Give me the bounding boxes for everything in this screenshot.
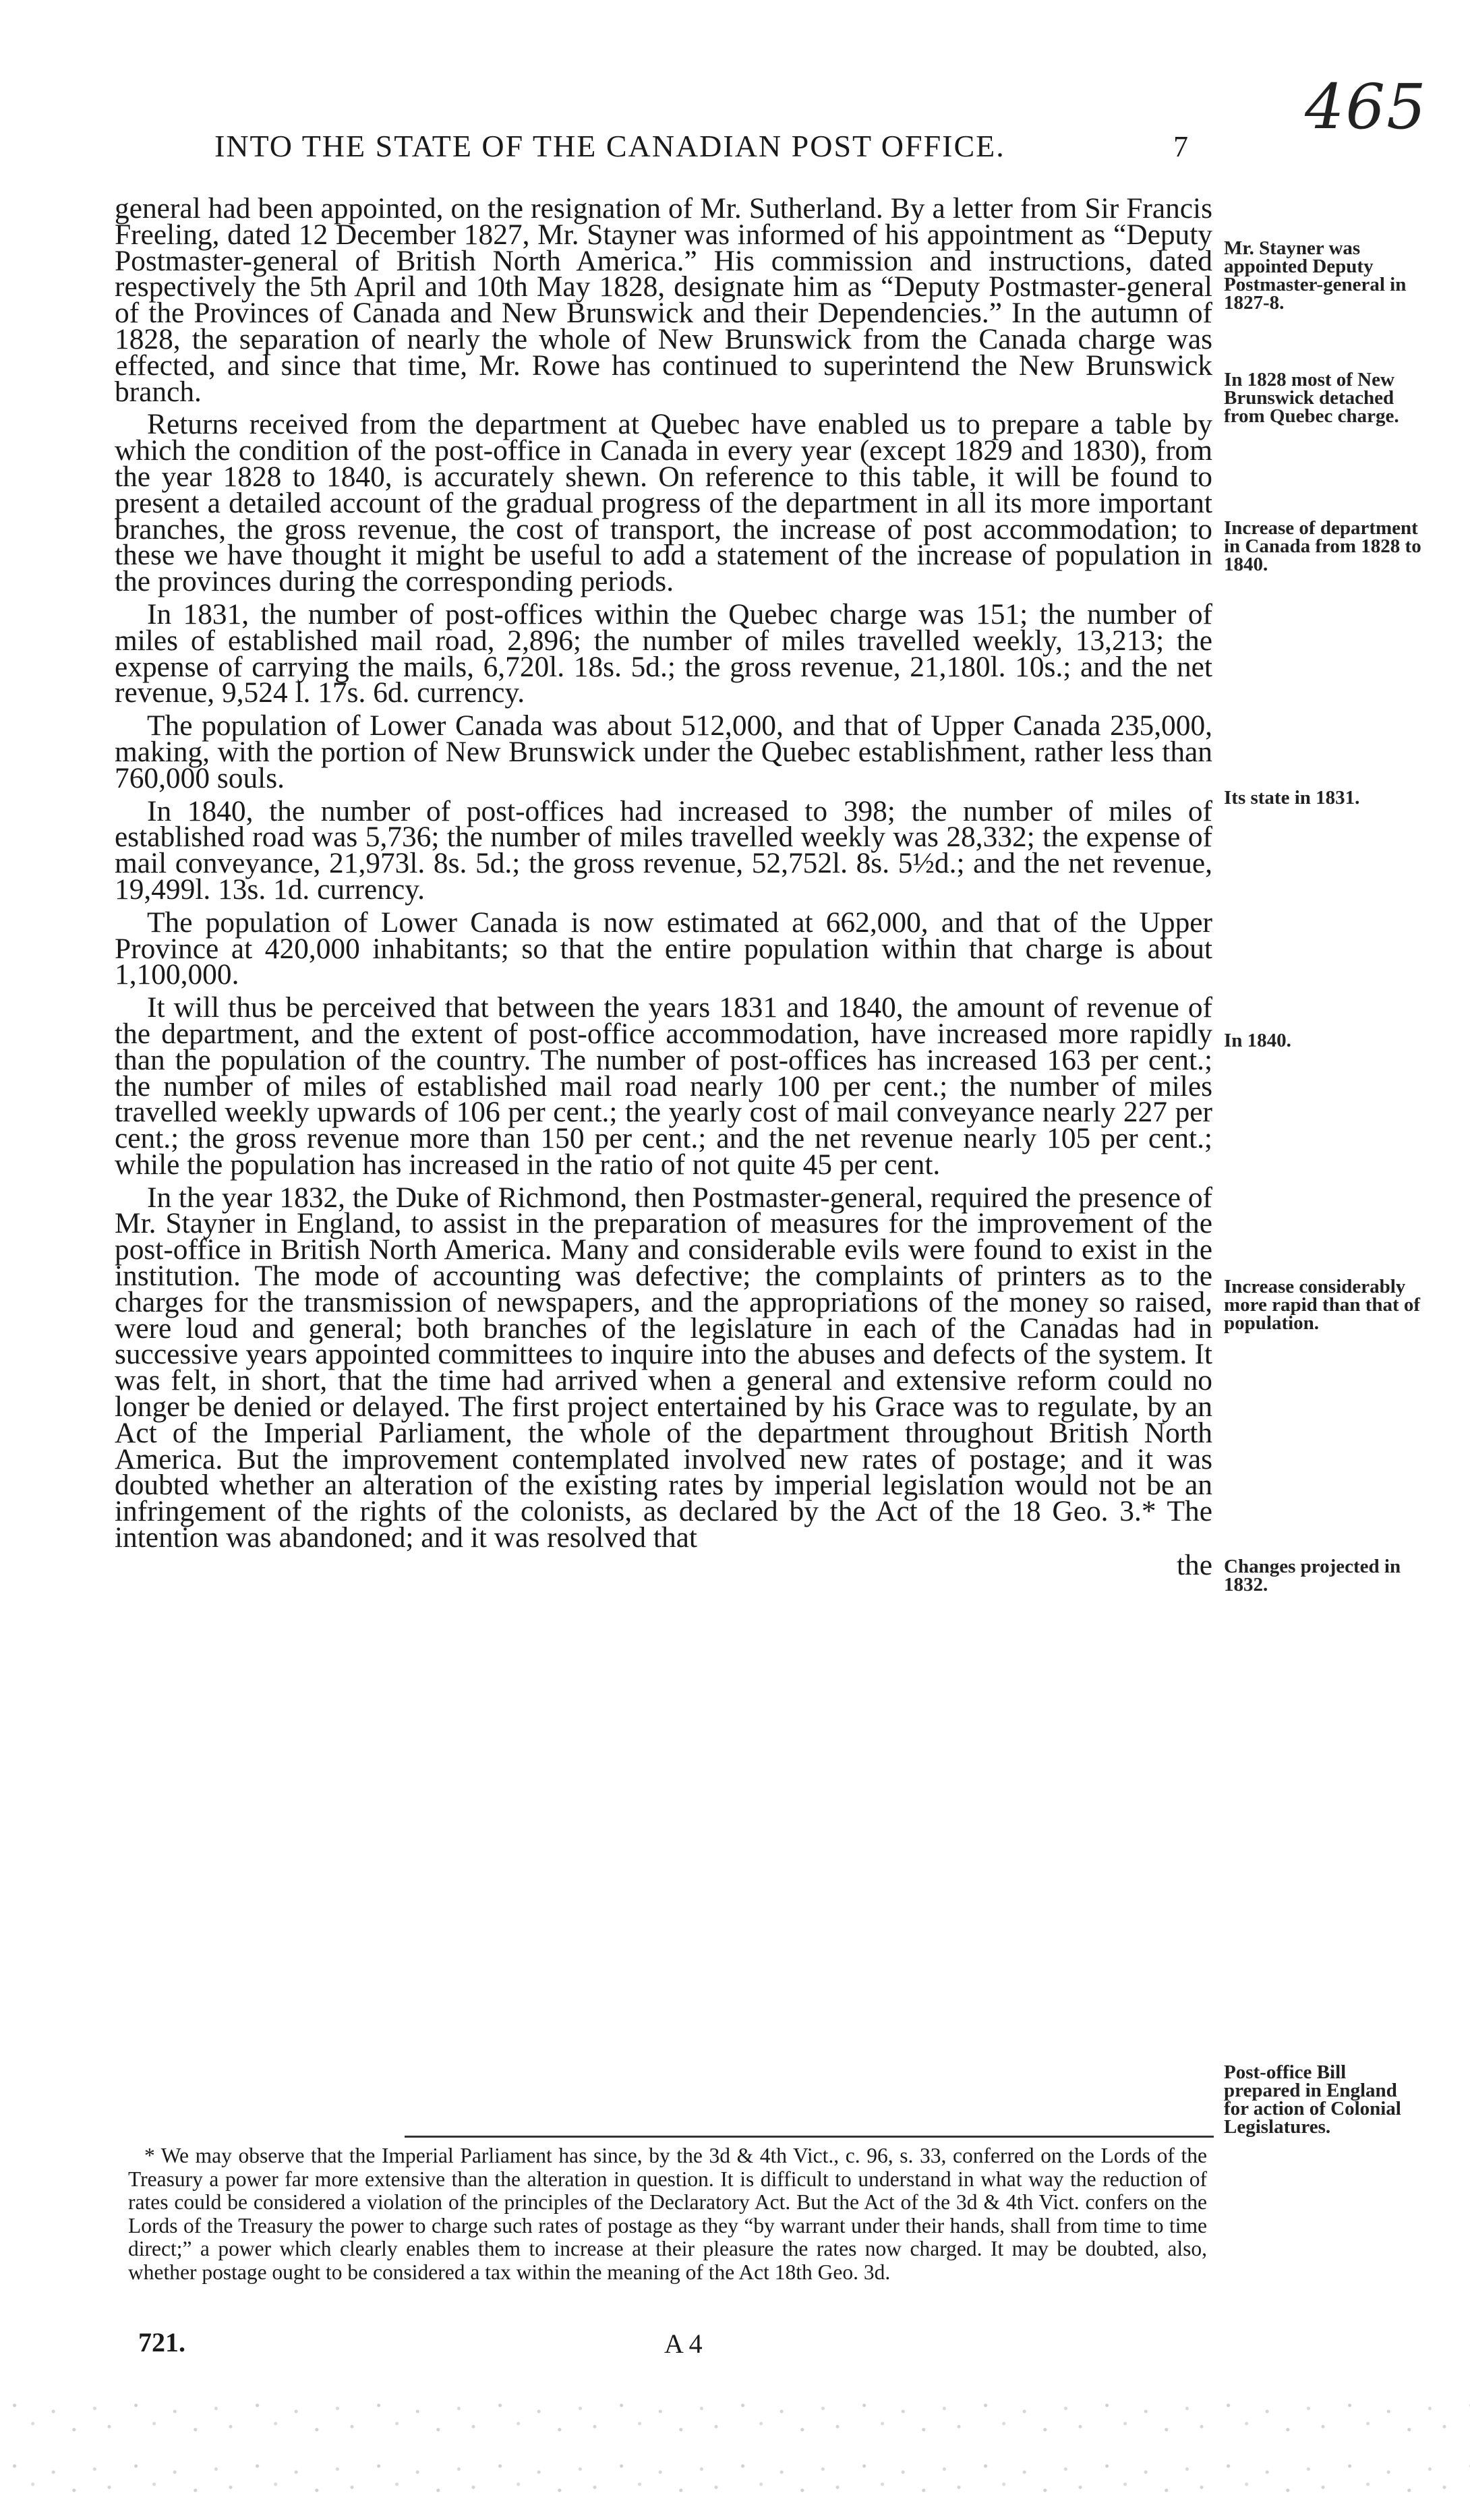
footnote xyxy=(128,2144,1207,2284)
footnote-text: * We may observe that the Imperial Parliament has since, by the 3d & 4th Vict., c. 96, s. 33, conferred on the Lords of the Treasury a power far more extensive than the alteration in question. It is difficult to understand in what way the reduction of rates could be considered a violation of the principles of the Declaratory Act. But the Act of the 3d & 4th Vict. confers on the Lords of the Treasury the power to charge such rates of postage as they “by warrant under their hands, shall from time to time direct;” a power which clearly enables them to increase at their pleasure the rates now charged. It may be doubted, also, whether postage ought to be considered a tax within the meaning of the Act 18th Geo. 3d. xyxy=(128,2144,1207,2284)
margin-note: Its state in 1831. xyxy=(1224,787,1360,809)
margin-note: Increase considerably more rapid than that of population. xyxy=(1224,1276,1421,1334)
paragraph: Returns received from the department at Quebec have enabled us to prepare a table by which the condition of the post-office in Canada in every year (except 1829 and 1830), from the year 1828 to 1840, is accurately shewn. On reference to this table, it will be found to present a detailed account of the gradual progress of the department in all its more important branches, the gross revenue, the cost of transport, the increase of post accommodation; to these we have thought it might be useful to add a statement of the increase of population in the provinces during the corresponding periods. xyxy=(115,408,1212,598)
margin-note: Mr. Stayner was appointed Deputy Postmaster-general in 1827-8. xyxy=(1224,237,1407,314)
footnote-divider xyxy=(405,2136,1214,2138)
paragraph: The population of Lower Canada was about 512,000, and that of Upper Canada 235,000, making, with the portion of New Brunswick under the Quebec establishment, rather less than 760,000 souls. xyxy=(115,709,1212,794)
margin-note: Changes projected in 1832. xyxy=(1224,1556,1401,1595)
body-text xyxy=(115,192,1212,1585)
margin-note: In 1840. xyxy=(1224,1030,1291,1051)
paragraph: In 1840, the number of post-offices had increased to 398; the number of miles of established road was 5,736; the number of miles travelled weekly was 28,332; the expense of mail conveyance, 21,973l. 8s. 5d.; the gross revenue, 52,752l. 8s. 5½d.; and the net revenue, 19,499l. 13s. 1d. currency. xyxy=(115,794,1212,906)
margin-note: Post-office Bill prepared in England for action of Colonial Legislatures. xyxy=(1224,2061,1401,2138)
paragraph: In 1831, the number of post-offices within the Quebec charge was 151; the number of miles of established mail road, 2,896; the number of miles travelled weekly, 13,213; the expense of carrying the mails, 6,720l. 18s. 5d.; the gross revenue, 21,180l. 10s.; and the net revenue, 9,524 l. 17s. 6d. currency. xyxy=(115,597,1212,709)
margin-note: Increase of department in Canada from 1828 to 1840. xyxy=(1224,517,1421,575)
sheet-number: 721. xyxy=(138,2327,185,2357)
running-head: INTO THE STATE OF THE CANADIAN POST OFFICE. xyxy=(214,129,1005,163)
page-number: 7 xyxy=(1173,130,1188,163)
paragraph: The population of Lower Canada is now estimated at 662,000, and that of the Upper Province at 420,000 inhabitants; so that the entire population within that charge is about 1,100,000. xyxy=(115,906,1212,991)
catchword: the xyxy=(1176,1548,1212,1581)
paragraph: It will thus be perceived that between the years 1831 and 1840, the amount of revenue of the department, and the extent of post-office accommodation, have increased more rapidly than the population of the country. The number of post-offices has increased 163 per cent.; the number of miles of established mail road nearly 100 per cent.; the number of miles travelled weekly upwards of 106 per cent.; the yearly cost of mail conveyance nearly 227 per cent.; the gross revenue more than 150 per cent.; and the net revenue nearly 105 per cent.; while the population has increased in the ratio of not quite 45 per cent. xyxy=(115,991,1212,1181)
paragraph: In the year 1832, the Duke of Richmond, then Postmaster-general, required the presence of Mr. Stayner in England, to assist in the preparation of measures for the improvement of the post-office in British North America. Many and considerable evils were found to exist in the institution. The mode of accounting was defective; the complaints of printers as to the charges for the transmission of newspapers, and the appropriations of the money so raised, were loud and general; both branches of the legislature in each of the Canadas had in successive years appointed committees to inquire into the abuses and defects of the system. It was felt, in short, that the time had arrived when a general and extensive reform could no longer be denied or delayed. The first project entertained by his Grace was to regulate, by an Act of the Imperial Parliament, the whole of the department throughout British North America. But the improvement contemplated involved new rates of postage; and it was doubted whether an alteration of the existing rates by imperial legislation would not be an infringement of the rights of the colonists, as declared by the Act of the 18 Geo. 3.* The intention was abandoned; and it was resolved that xyxy=(115,1181,1212,1554)
paragraph: general had been appointed, on the resignation of Mr. Sutherland. By a letter from Sir Francis Freeling, dated 12 December 1827, Mr. Stayner was informed of his appointment as “Deputy Postmaster-general of British North America.” His commission and instructions, dated respectively the 5th April and 10th May 1828, designate him as “Deputy Postmaster-general of the Provinces of Canada and New Brunswick and their Dependencies.” In the autumn of 1828, the separation of nearly the whole of New Brunswick from the Canada charge was effected, and since that time, Mr. Rowe has continued to superintend the New Brunswick branch. xyxy=(115,192,1212,408)
margin-note: In 1828 most of New Brunswick detached from Quebec charge. xyxy=(1224,369,1399,427)
signature-mark: A 4 xyxy=(664,2328,703,2359)
handwritten-folio: 465 xyxy=(1305,71,1428,143)
page-edge-texture xyxy=(0,2387,1470,2520)
